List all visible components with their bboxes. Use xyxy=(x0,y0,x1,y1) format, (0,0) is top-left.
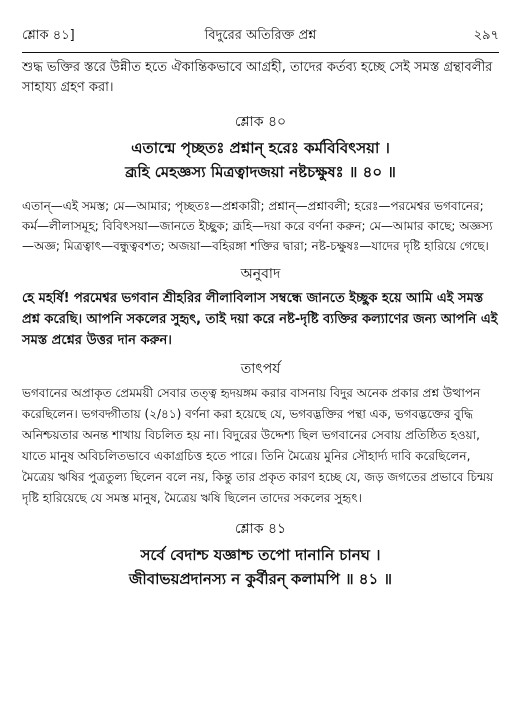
header-verse-ref: শ্লোক ৪১] xyxy=(22,28,75,43)
purport-paragraph: ভগবানের অপ্রাকৃত প্রেমময়ী সেবার তত্ত্ব হৃদয়ঙ্গম করার বাসনায় বিদুর অনেক প্রকার প্রশ্ন উত্থাপন করেছিলেন। ভগবদ্গীতায় (২/৪১) বর্ণনা করা হয়েছে যে, ভগবদ্ভক্তির পন্থা এক, ভগবদ্ভক্তের বুদ্ধি অনিশ্চয়তার অনন্ত শাখায় বিচলিত হয় না। বিদুরের উদ্দেশ্য ছিল ভগবানের সেবায় প্রতিষ্ঠিত হওয়া, যাতে মানুষ অবিচলিতভাবে একাগ্রচিত্ত হতে পারে। তিনি মৈত্রেয় মুনির সৌহার্দ্য দাবি করেছিলেন, মৈত্রেয় ঋষির পুত্রতুল্য ছিলেন বলে নয়, কিন্তু তার প্রকৃত কারণ হচ্ছে যে, জড় জগতের প্রভাবে চিন্ময় দৃষ্টি হারিয়েছে যে সমস্ত মানুষ, মৈত্রেয় ঋষি ছিলেন তাদের সকলের সুহৃৎ। xyxy=(22,386,494,505)
verse-40-line-2: ব্রূহি মেহজ্ঞস্য মিত্রত্বাদজয়া নষ্টচক্ষুষঃ ॥ ৪০ ॥ xyxy=(125,163,396,181)
header-chapter-title: বিদুরের অতিরিক্ত প্রশ্ন xyxy=(204,28,317,43)
verse-41 xyxy=(22,543,499,591)
verse-40-line-1: এতান্মে পৃচ্ছতঃ প্রশ্নান্ হরেঃ কর্মবিবিৎসয়া । xyxy=(131,139,390,157)
intro-paragraph: শুদ্ধ ভক্তির স্তরে উন্নীত হতে ঐকান্তিকভাবে আগ্রহী, তাদের কর্তব্য হচ্ছে সেই সমস্ত গ্রন্থাবলীর সাহায্য গ্রহণ করা। xyxy=(22,60,493,95)
page-content xyxy=(22,58,499,603)
page-header xyxy=(22,26,499,46)
verse-41-line-2: জীবাভয়প্রদানস্য ন কুর্বীরন্ কলামপি ॥ ৪১ ॥ xyxy=(129,570,392,588)
header-page-number: ২৯৭ xyxy=(473,28,499,43)
verse-40 xyxy=(22,136,499,184)
verse-40-title: শ্লোক ৪০ xyxy=(234,114,287,130)
translation-paragraph: হে মহর্ষি! পরমেশ্বর ভগবান শ্রীহরির লীলাবিলাস সম্বন্ধে জানতে ইচ্ছুক হয়ে আমি এই সমস্ত প্রশ্ন করেছি। আপনি সকলের সুহৃৎ, তাই দয়া করে নষ্ট-দৃষ্টি ব্যক্তির কল্যাণের জন্য আপনি এই সমস্ত প্রশ্নের উত্তর দান করুন। xyxy=(22,291,498,348)
purport-title: তাৎপর্য xyxy=(240,361,281,377)
verse-41-line-1: সর্বে বেদাশ্চ যজ্ঞাশ্চ তপো দানানি চানঘ । xyxy=(140,546,381,564)
synonyms-paragraph: এতান্—এই সমস্ত; মে—আমার; পৃচ্ছতঃ—প্রশ্নকারী; প্রশ্নান্—প্রশ্নাবলী; হরেঃ—পরমেশ্বর ভগবানের; কর্ম—লীলাসমূহ; বিবিৎসয়া—জানতে ইচ্ছুক; ব্রূহি—দয়া করে বর্ণনা করুন; মে—আমার কাছে; অজ্ঞস্য—অজ্ঞ; মিত্রত্বাৎ—বন্ধুত্ববশত; অজয়া—বহিরঙ্গা শক্তির দ্বারা; নষ্ট-চক্ষুষঃ—যাদের দৃষ্টি হারিয়ে গেছে। xyxy=(22,199,493,253)
header-rule xyxy=(22,52,499,53)
translation-title: অনুবাদ xyxy=(240,266,281,282)
verse-41-title: শ্লোক ৪১ xyxy=(234,521,287,537)
